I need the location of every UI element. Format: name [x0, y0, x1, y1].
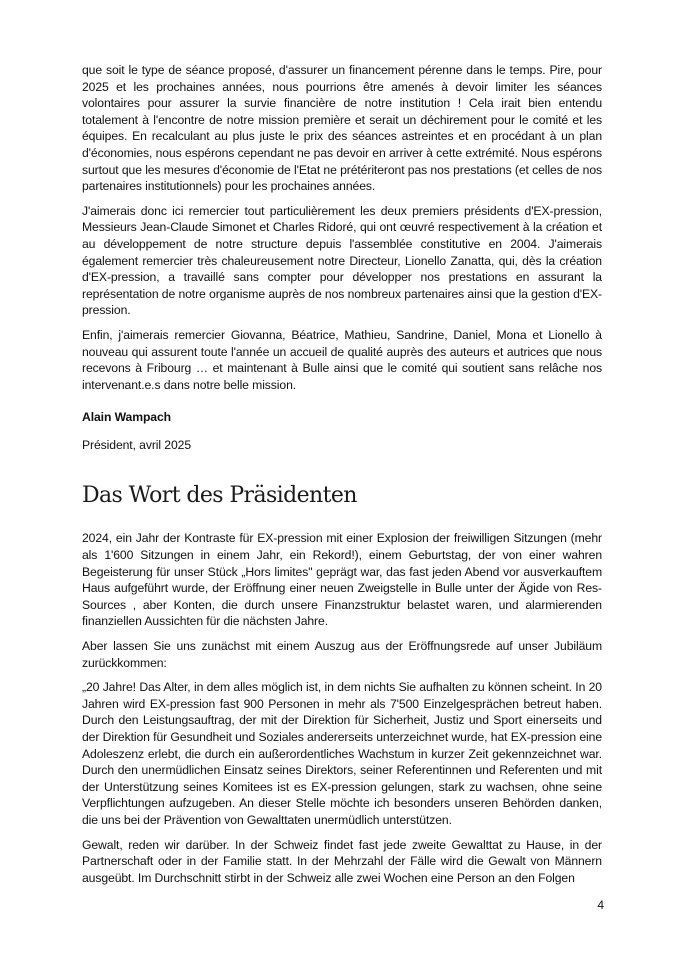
paragraph-de-1: 2024, ein Jahr der Kontraste für EX-pression mit einer Explosion der freiwilligen Sitzungen (mehr als 1'600 Sitzungen in einem Jahr, ein Rekord!), einem Geburtstag, der von einer wahren Begeisterung für unser Stück „Hors limites" geprägt war, das fast jeden Abend vor ausverkauftem Haus aufgeführt wurde, der Eröffnung einer neuen Zweigstelle in Bulle unter der Ägide von Res-Sources , aber Konten, die durch unsere Finanzstruktur belastet waren, und alarmierenden finanziellen Aussichten für die nächsten Jahre.	[82, 531, 602, 629]
section-heading-de: Das Wort des Präsidenten	[82, 483, 357, 509]
signature-name: Alain Wampach	[82, 410, 171, 425]
paragraph-de-2: Aber lassen Sie uns zunächst mit einem Auszug aus der Eröffnungsrede auf unser Jubiläum zurückkommen:	[82, 639, 602, 670]
paragraph-de-4: Gewalt, reden wir darüber. In der Schweiz findet fast jede zweite Gewalttat zu Hause, in der Partnerschaft oder in der Familie statt. In der Mehrzahl der Fälle wird die Gewalt von Männern ausgeübt. Im Durchschnitt stirbt in der Schweiz alle zwei Wochen eine Person an den Folgen	[82, 837, 602, 885]
page-number: 4	[597, 898, 604, 912]
paragraph-fr-1: que soit le type de séance proposé, d'assurer un financement pérenne dans le temps. Pire, pour 2025 et les prochaines années, nous pourrions être amenés à devoir limiter les séances volontaires pour assurer la survie financière de notre institution ! Cela irait bien entendu totalement à l'encontre de notre mission première et serait un déchirement pour le comité et les équipes. En recalculant au plus juste le prix des séances astreintes et en procédant à un plan d'économies, nous espérons cependant ne pas devoir en arriver à cette extrémité. Nous espérons surtout que les mesures d'économie de l'Etat ne prétériteront pas nos prestations (et celles de nos partenaires institutionnels) pour les prochaines années.	[82, 63, 602, 194]
paragraph-fr-3: Enfin, j'aimerais remercier Giovanna, Béatrice, Mathieu, Sandrine, Daniel, Mona et Lionello à nouveau qui assurent toute l'année un accueil de qualité auprès des auteurs et autrices que nous recevons à Fribourg … et maintenant à Bulle ainsi que le comité qui soutient sans relâche nos intervenant.e.s dans notre belle mission.	[82, 327, 602, 392]
signature-role: Président, avril 2025	[82, 437, 192, 452]
page-content	[82, 62, 602, 894]
paragraph-fr-2: J'aimerais donc ici remercier tout particulièrement les deux premiers présidents d'EX-pression, Messieurs Jean-Claude Simonet et Charles Ridoré, qui ont œuvré respectivement à la création et au développement de notre structure depuis l'assemblée constitutive en 2004. J'aimerais également remercier très chaleureusement notre Directeur, Lionello Zanatta, qui, dès la création d'EX-pression, a travaillé sans compter pour développer nos prestations en assurant la représentation de notre organisme auprès de nos nombreux partenaires ainsi que la gestion d'EX-pression.	[82, 203, 602, 318]
paragraph-de-3: „20 Jahre! Das Alter, in dem alles möglich ist, in dem nichts Sie aufhalten zu können scheint. In 20 Jahren wird EX-pression fast 900 Personen in mehr als 7'500 Einzelgesprächen betreut haben. Durch den Leistungsauftrag, der mit der Direktion für Sicherheit, Justiz und Sport einerseits und der Direktion für Gesundheit und Soziales andererseits unterzeichnet wurde, hat EX-pression eine Adoleszenz erlebt, die durch ein außerordentliches Wachstum in kurzer Zeit gekennzeichnet war. Durch den unermüdlichen Einsatz seines Direktors, seiner Referentinnen und Referenten und mit der Unterstützung seines Komitees ist es EX-pression gelungen, stark zu wachsen, ohne seine Verpflichtungen aufzugeben. An dieser Stelle möchte ich besonders unseren Behörden danken, die uns bei der Prävention von Gewalttaten unermüdlich unterstützen.	[82, 680, 602, 827]
